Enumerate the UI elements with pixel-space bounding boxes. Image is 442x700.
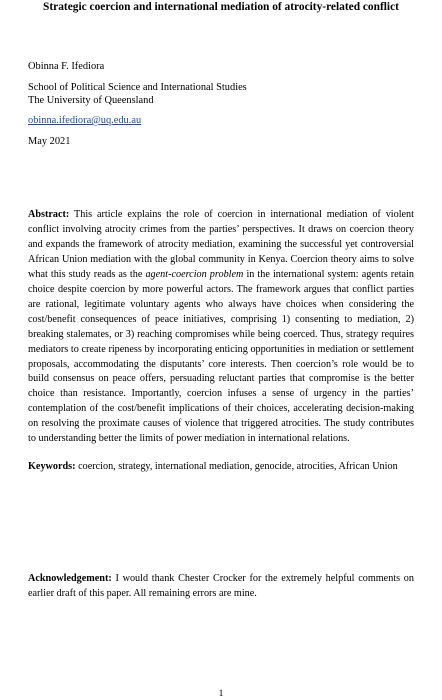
abstract-label: Abstract: (28, 209, 70, 220)
abstract-text-part1: This article explains the role of coercion in international mediation of violent conflict involving atrocity crimes from the parties’ perspectives. It draws on coercion theory and expands the framework of atrocity mediation, examining the successful yet controversial African Union mediation with the global community in Kenya. Coercion theory aims to solve what this study reads as the (28, 209, 414, 280)
keywords-label: Keywords: (28, 461, 76, 472)
keywords-paragraph (28, 460, 414, 474)
author-name: Obinna F. Ifediora (28, 61, 105, 72)
acknowledgement-label: Acknowledgement: (28, 573, 112, 584)
abstract-text-part2: in the international system: agents retain choice despite coercion by more powerful actors. The framework argues that conflict parties are rational, legitimate voluntary agents who always have choices when considering the cost/benefit consequences of peace initiatives, comprising 1) consenting to mediation, 2) breaking stalemates, or 3) reaching compromises while being coerced. Thus, strategy requires mediators to create ripeness by incorporating enticing opportunities in mediation or settlement proposals, accommodating the disputants’ core interests. Then coercion’s role would be to build consensus on peace offers, persuading reluctant parties that compromise is the better choice than resistance. Importantly, coercion infuses a sense of urgency in the parties’ contemplation of the cost/benefit implications of their choices, accelerating decision-making on resolving the proximate causes of violence that triggered atrocities. The study contributes to understanding better the limits of power mediation in international relations. (28, 268, 414, 445)
affiliation-school: School of Political Science and International Studies (28, 82, 247, 93)
keywords-text: coercion, strategy, international mediation, genocide, atrocities, African Union (75, 461, 398, 472)
author-email-link[interactable]: obinna.ifediora@uq.edu.au (28, 115, 142, 126)
acknowledgement-paragraph (28, 571, 414, 601)
paper-title: Strategic coercion and international mediation of atrocity-related conflict (43, 1, 399, 13)
abstract-italic-term: agent-coercion problem (145, 268, 244, 280)
acknowledgement-text: I would thank Chester Crocker for the extremely helpful comments on earlier draft of this paper. All remaining errors are mine. (28, 573, 414, 599)
publication-date: May 2021 (28, 136, 71, 147)
page-number: 1 (218, 689, 224, 699)
affiliation-university: The University of Queensland (28, 95, 154, 106)
abstract-paragraph (28, 208, 414, 447)
